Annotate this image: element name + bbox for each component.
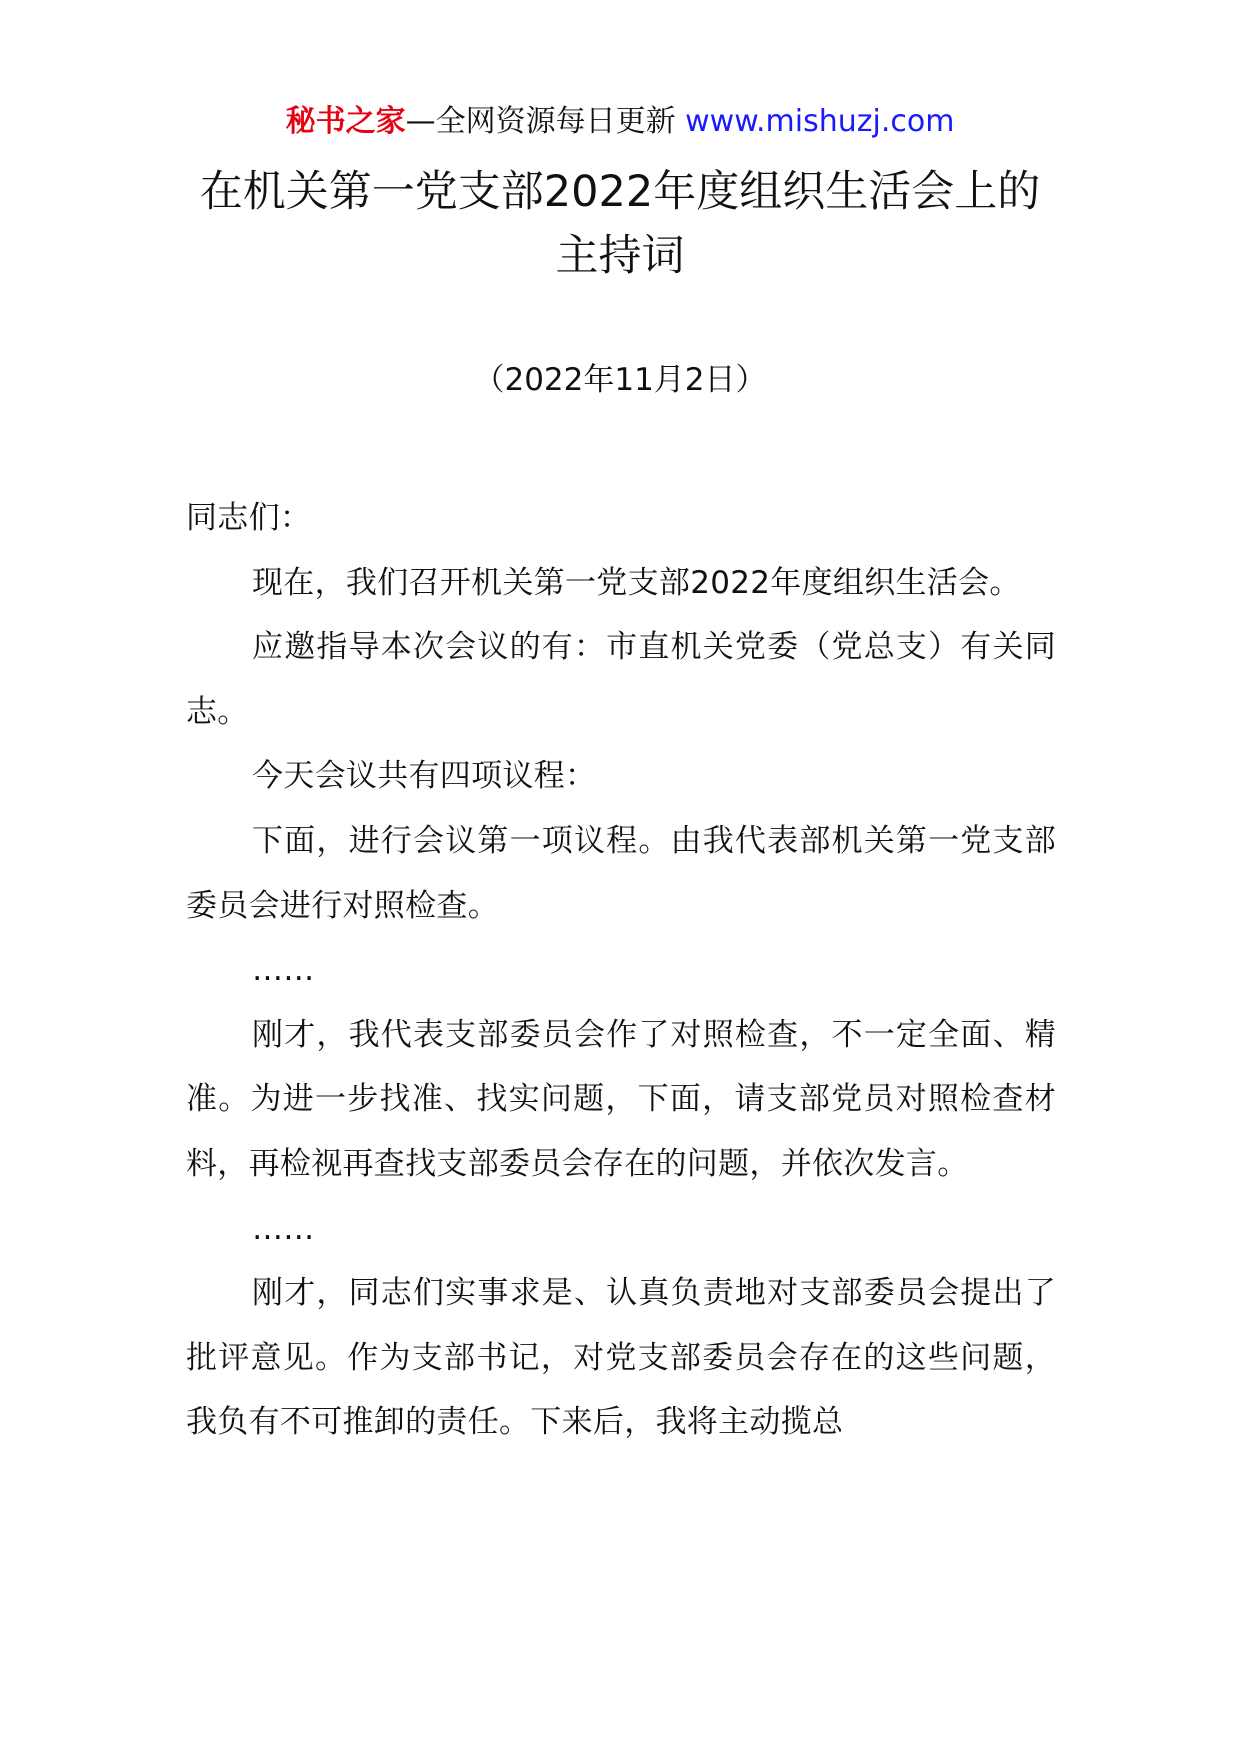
paragraph: 刚才，同志们实事求是、认真负责地对支部委员会提出了批评意见。作为支部书记，对党支部委员会存在的这些问题，我负有不可推卸的责任。下来后，我将主动揽总 [186, 1275, 1056, 1441]
document-title: 在机关第一党支部2022年度组织生活会上的主持词 [199, 167, 1041, 281]
paragraph: 刚才，我代表支部委员会作了对照检查，不一定全面、精准。为进一步找准、找实问题，下面，请支部党员对照检查材料，再检视再查找支部委员会存在的问题，并依次发言。 [186, 1016, 1056, 1182]
paragraph: 下面，进行会议第一项议程。由我代表部机关第一党支部委员会进行对照检查。 [186, 822, 1056, 924]
banner-tagline: —全网资源每日更新 [405, 104, 676, 139]
ellipsis-paragraph: …… [252, 952, 315, 989]
banner-brand: 秘书之家 [285, 104, 406, 139]
site-banner [0, 102, 1240, 142]
banner-url-link[interactable]: www.mishuzj.com [685, 104, 955, 139]
paragraph: 今天会议共有四项议程： [252, 758, 597, 795]
paragraph: 应邀指导本次会议的有：市直机关党委（党总支）有关同志。 [186, 629, 1056, 730]
salutation: 同志们： [186, 500, 312, 536]
ellipsis-paragraph: …… [252, 1210, 315, 1247]
document-body [186, 486, 1056, 1455]
paragraph: 现在，我们召开机关第一党支部2022年度组织生活会。 [252, 564, 1021, 601]
document-date: （2022年11月2日） [473, 362, 767, 398]
